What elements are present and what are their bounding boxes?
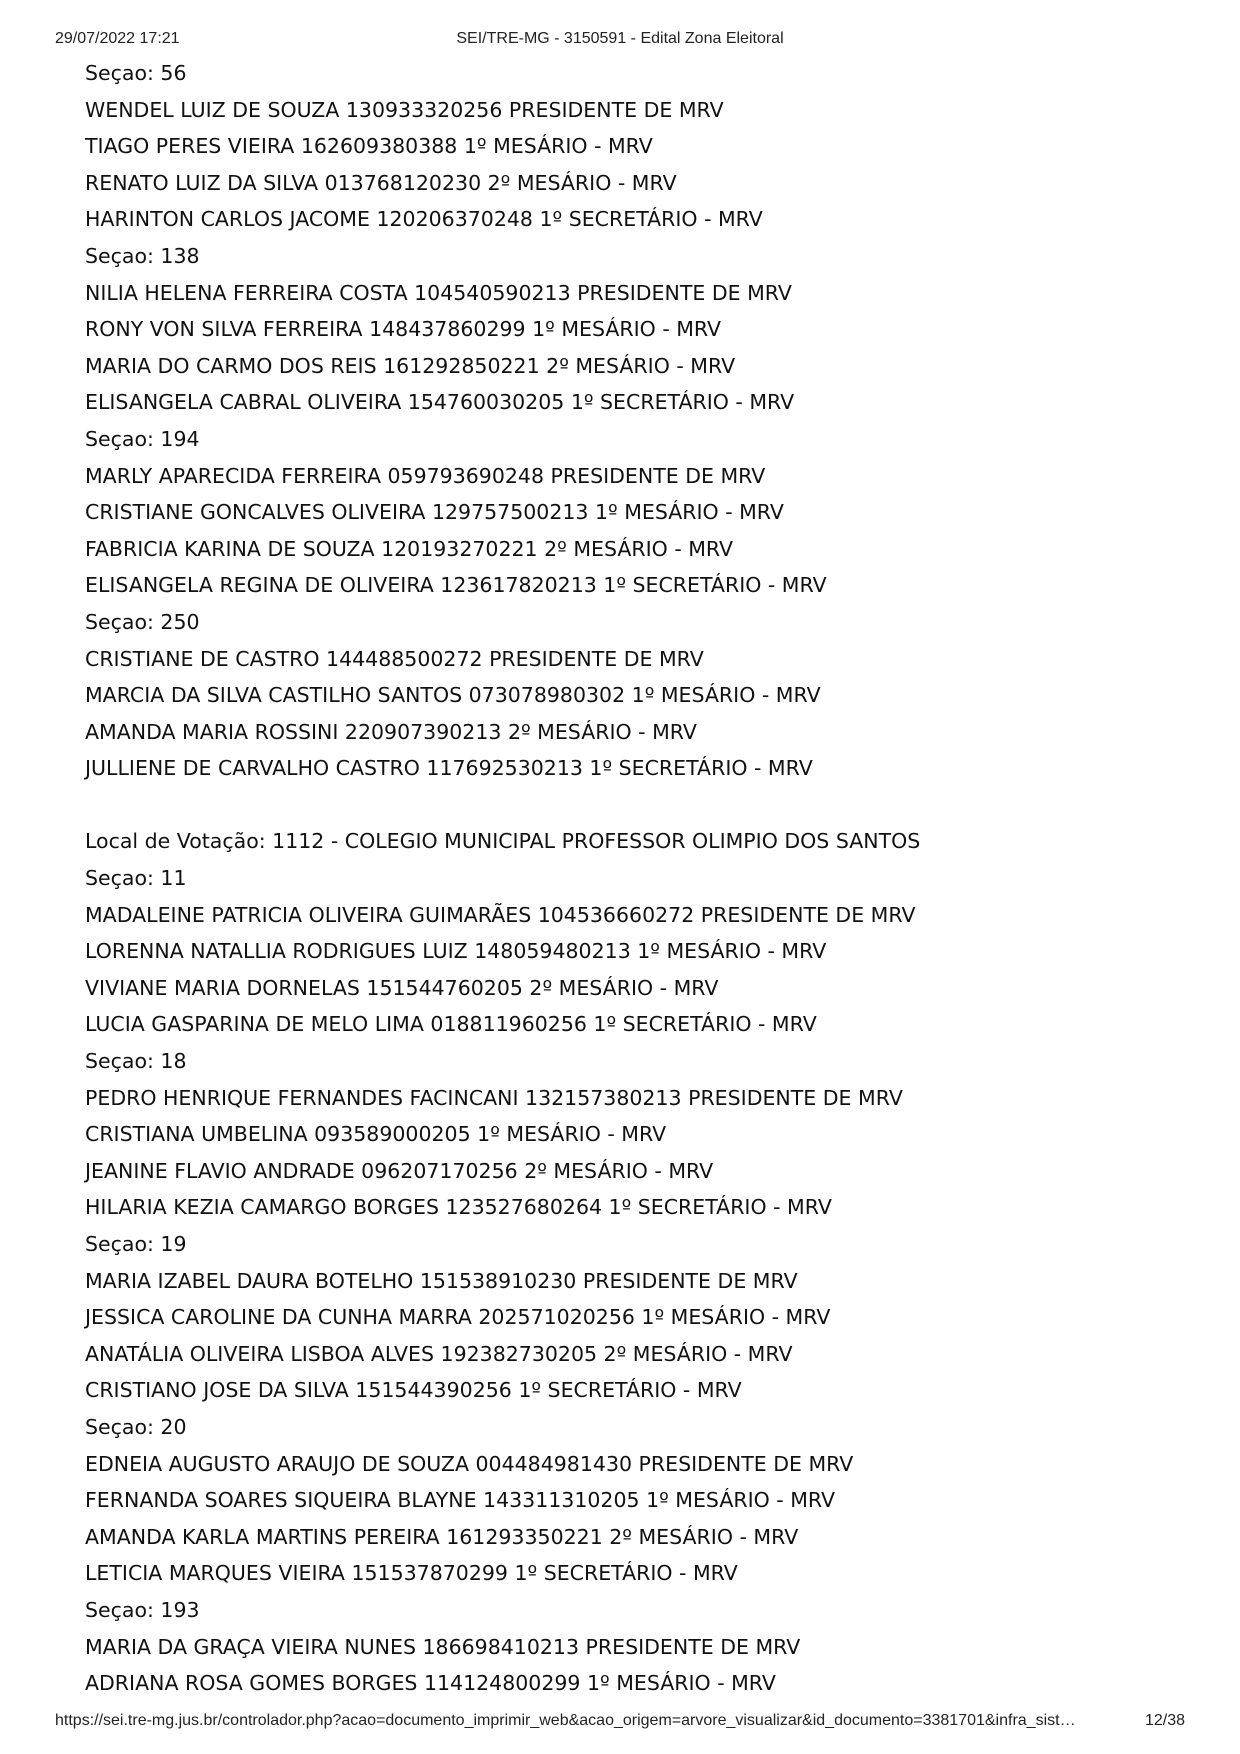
member-line: MADALEINE PATRICIA OLIVEIRA GUIMARÃES 104536660272 PRESIDENTE DE MRV	[85, 902, 916, 927]
section-heading: Seçao: 20	[85, 1414, 187, 1439]
member-line: ELISANGELA CABRAL OLIVEIRA 154760030205 1º SECRETÁRIO - MRV	[85, 390, 795, 415]
section-heading: Seçao: 56	[85, 61, 187, 85]
member-line: LETICIA MARQUES VIEIRA 151537870299 1º SECRETÁRIO - MRV	[85, 1561, 738, 1586]
member-line: MARCIA DA SILVA CASTILHO SANTOS 073078980302 1º MESÁRIO - MRV	[85, 683, 821, 708]
member-line: ADRIANA ROSA GOMES BORGES 114124800299 1º MESÁRIO - MRV	[85, 1671, 776, 1696]
member-line: VIVIANE MARIA DORNELAS 151544760205 2º MESÁRIO - MRV	[85, 975, 719, 1000]
member-line: CRISTIANA UMBELINA 093589000205 1º MESÁRIO - MRV	[85, 1122, 667, 1147]
document-title: SEI/TRE-MG - 3150591 - Edital Zona Eleitoral	[456, 30, 784, 47]
document-body	[85, 55, 1165, 1702]
print-footer	[55, 1712, 1185, 1732]
member-line: MARIA IZABEL DAURA BOTELHO 151538910230 PRESIDENTE DE MRV	[85, 1268, 798, 1293]
member-line: MARIA DO CARMO DOS REIS 161292850221 2º MESÁRIO - MRV	[85, 353, 736, 378]
member-line: WENDEL LUIZ DE SOUZA 130933320256 PRESIDENTE DE MRV	[85, 97, 724, 122]
member-line: LORENNA NATALLIA RODRIGUES LUIZ 148059480213 1º MESÁRIO - MRV	[85, 939, 827, 964]
member-line: CRISTIANO JOSE DA SILVA 151544390256 1º SECRETÁRIO - MRV	[85, 1378, 742, 1403]
member-line: HILARIA KEZIA CAMARGO BORGES 123527680264 1º SECRETÁRIO - MRV	[85, 1195, 832, 1220]
section-heading: Seçao: 250	[85, 609, 200, 634]
page-number: 12/38	[1144, 1712, 1185, 1729]
blank-line	[85, 787, 1165, 824]
section-heading: Seçao: 18	[85, 1049, 187, 1074]
member-line: MARLY APARECIDA FERREIRA 059793690248 PRESIDENTE DE MRV	[85, 463, 766, 488]
member-line: FERNANDA SOARES SIQUEIRA BLAYNE 143311310205 1º MESÁRIO - MRV	[85, 1488, 836, 1513]
member-line: JULLIENE DE CARVALHO CASTRO 117692530213 1º SECRETÁRIO - MRV	[85, 756, 813, 781]
member-line: LUCIA GASPARINA DE MELO LIMA 018811960256 1º SECRETÁRIO - MRV	[85, 1012, 817, 1037]
member-line: ANATÁLIA OLIVEIRA LISBOA ALVES 192382730205 2º MESÁRIO - MRV	[85, 1341, 793, 1366]
print-header	[55, 30, 1185, 50]
member-line: RENATO LUIZ DA SILVA 013768120230 2º MESÁRIO - MRV	[85, 170, 677, 195]
member-line: TIAGO PERES VIEIRA 162609380388 1º MESÁRIO - MRV	[85, 134, 653, 159]
section-heading: Seçao: 138	[85, 243, 200, 268]
member-line: ELISANGELA REGINA DE OLIVEIRA 123617820213 1º SECRETÁRIO - MRV	[85, 573, 827, 598]
member-line: AMANDA MARIA ROSSINI 220907390213 2º MESÁRIO - MRV	[85, 719, 697, 744]
document-url: https://sei.tre-mg.jus.br/controlador.php?acao=documento_imprimir_web&acao_origem=arvore_visualizar&id_documento=3381701&infra_sist…	[55, 1712, 1076, 1729]
member-line: JESSICA CAROLINE DA CUNHA MARRA 202571020256 1º MESÁRIO - MRV	[85, 1305, 831, 1330]
member-line: AMANDA KARLA MARTINS PEREIRA 161293350221 2º MESÁRIO - MRV	[85, 1524, 799, 1549]
member-line: EDNEIA AUGUSTO ARAUJO DE SOUZA 004484981430 PRESIDENTE DE MRV	[85, 1451, 854, 1476]
member-line: CRISTIANE GONCALVES OLIVEIRA 129757500213 1º MESÁRIO - MRV	[85, 500, 784, 525]
member-line: JEANINE FLAVIO ANDRADE 096207170256 2º MESÁRIO - MRV	[85, 1158, 714, 1183]
member-line: CRISTIANE DE CASTRO 144488500272 PRESIDENTE DE MRV	[85, 646, 704, 671]
polling-place-heading: Local de Votação: 1112 - COLEGIO MUNICIPAL PROFESSOR OLIMPIO DOS SANTOS	[85, 829, 921, 854]
section-heading: Seçao: 19	[85, 1232, 187, 1256]
member-line: PEDRO HENRIQUE FERNANDES FACINCANI 132157380213 PRESIDENTE DE MRV	[85, 1085, 903, 1110]
section-heading: Seçao: 194	[85, 426, 200, 451]
member-line: HARINTON CARLOS JACOME 120206370248 1º SECRETÁRIO - MRV	[85, 207, 763, 232]
member-line: NILIA HELENA FERREIRA COSTA 104540590213 PRESIDENTE DE MRV	[85, 280, 792, 305]
section-heading: Seçao: 11	[85, 866, 187, 891]
member-line: MARIA DA GRAÇA VIEIRA NUNES 186698410213 PRESIDENTE DE MRV	[85, 1634, 801, 1659]
member-line: RONY VON SILVA FERREIRA 148437860299 1º MESÁRIO - MRV	[85, 317, 722, 342]
section-heading: Seçao: 193	[85, 1597, 200, 1622]
print-datetime: 29/07/2022 17:21	[55, 30, 180, 47]
member-line: FABRICIA KARINA DE SOUZA 120193270221 2º MESÁRIO - MRV	[85, 536, 734, 561]
